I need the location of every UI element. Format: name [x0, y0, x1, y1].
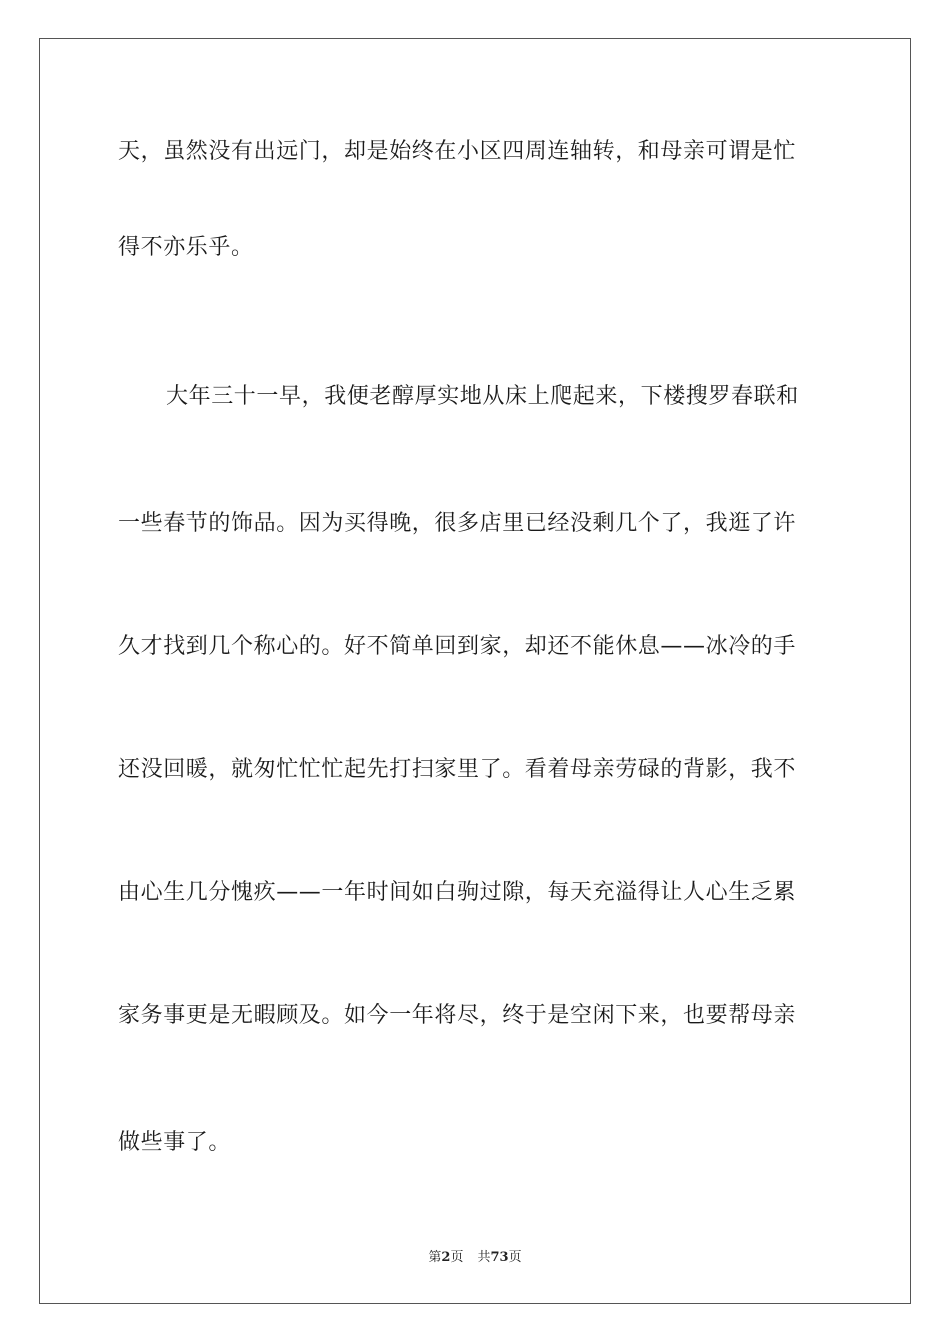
- page-border: [39, 38, 911, 1304]
- text-line: 做些事了。: [118, 1130, 232, 1155]
- total-suffix: 页: [508, 1250, 522, 1265]
- text-line: 由心生几分愧疚——一年时间如白驹过隙，每天充溢得让人心生乏累: [118, 880, 797, 905]
- page-number: 2: [441, 1250, 451, 1265]
- total-prefix: 共: [477, 1250, 491, 1265]
- text-line: 家务事更是无暇顾及。如今一年将尽，终于是空闲下来，也要帮母亲: [118, 1003, 797, 1028]
- text-line: 还没回暖，就匆忙忙忙起先打扫家里了。看着母亲劳碌的背影，我不: [118, 757, 797, 782]
- page-suffix: 页: [450, 1250, 464, 1265]
- page-footer: [0, 1246, 950, 1265]
- text-line: 久才找到几个称心的。好不简单回到家，却还不能休息——冰冷的手: [118, 634, 797, 659]
- total-pages: 73: [490, 1250, 509, 1265]
- text-line: 天，虽然没有出远门，却是始终在小区四周连轴转，和母亲可谓是忙: [118, 139, 797, 164]
- text-line: 一些春节的饰品。因为买得晚，很多店里已经没剩几个了，我逛了许: [118, 511, 797, 536]
- page-prefix: 第: [428, 1250, 442, 1265]
- text-line: 得不亦乐乎。: [118, 235, 254, 260]
- paragraph-first-line: 大年三十一早，我便老醇厚实地从床上爬起来，下楼搜罗春联和: [166, 384, 799, 409]
